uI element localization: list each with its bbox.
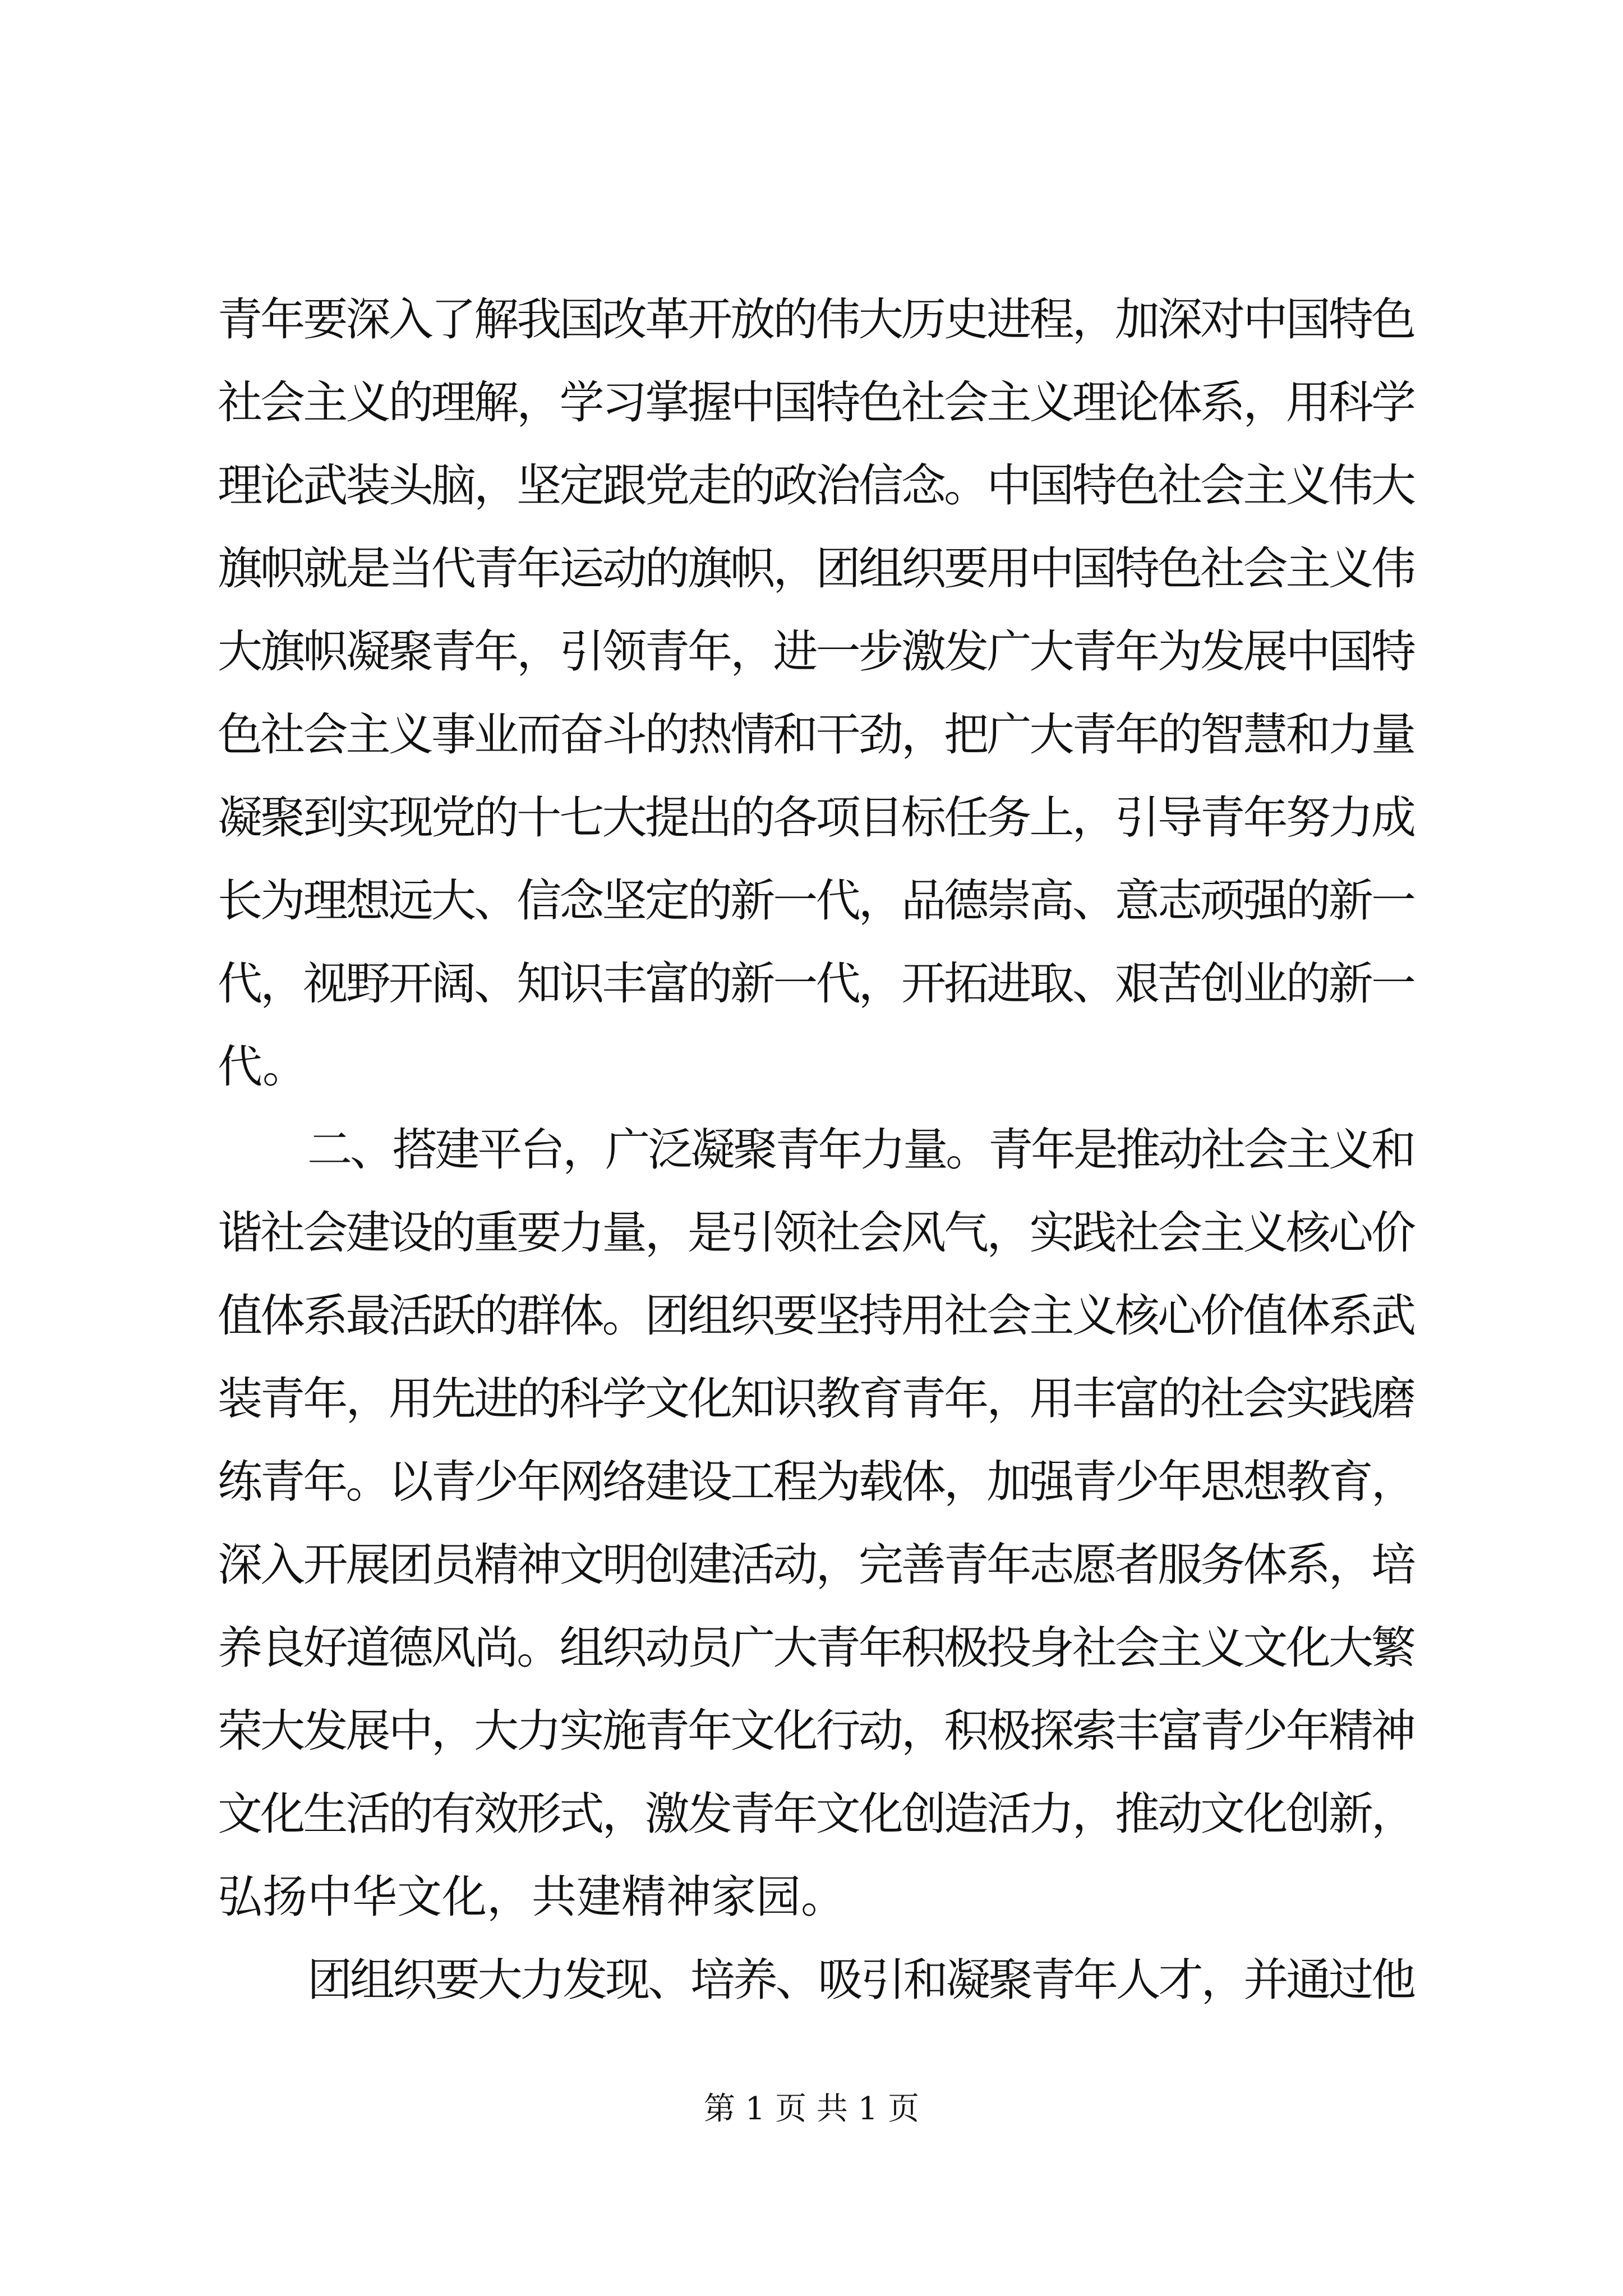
body-text: 色社会主义事业而奋斗的热情和干劲，把广大青年的智慧和力量 [218, 708, 1414, 761]
body-text: 值体系最活跃的群体。团组织要坚持用社会主义核心价值体系武 [218, 1290, 1414, 1342]
body-text: 谐社会建设的重要力量，是引领社会风气，实践社会主义核心价 [218, 1207, 1414, 1259]
body-text: 装青年，用先进的科学文化知识教育青年，用丰富的社会实践磨 [218, 1373, 1414, 1425]
body-text: 大旗帜凝聚青年，引领青年，进一步激发广大青年为发展中国特 [218, 625, 1414, 678]
body-text: 文化生活的有效形式，激发青年文化创造活力，推动文化创新， [218, 1788, 1414, 1840]
body-text: 深入开展团员精神文明创建活动，完善青年志愿者服务体系，培 [218, 1539, 1414, 1591]
body-text: 社会主义的理解，学习掌握中国特色社会主义理论体系，用科学 [218, 376, 1414, 429]
body-text: 代，视野开阔、知识丰富的新一代，开拓进取、艰苦创业的新一 [218, 958, 1414, 1010]
body-text: 二、搭建平台，广泛凝聚青年力量。青年是推动社会主义和 [307, 1124, 1414, 1176]
body-text: 旗帜就是当代青年运动的旗帜，团组织要用中国特色社会主义伟 [218, 542, 1414, 595]
body-text: 理论武装头脑，坚定跟党走的政治信念。中国特色社会主义伟大 [218, 459, 1414, 512]
page-footer: 第 1 页 共 1 页 [703, 2091, 920, 2127]
body-text: 代。 [218, 1041, 307, 1093]
body-text: 凝聚到实现党的十七大提出的各项目标任务上，引导青年努力成 [218, 792, 1414, 844]
body-text: 荣大发展中，大力实施青年文化行动，积极探索丰富青少年精神 [218, 1705, 1414, 1757]
body-text: 青年要深入了解我国改革开放的伟大历史进程，加深对中国特色 [218, 293, 1414, 346]
body-text: 团组织要大力发现、培养、吸引和凝聚青年人才，并通过他 [307, 1954, 1414, 2006]
body-text: 长为理想远大、信念坚定的新一代，品德崇高、意志顽强的新一 [218, 875, 1414, 927]
body-text: 养良好道德风尚。组织动员广大青年积极投身社会主义文化大繁 [218, 1622, 1414, 1674]
body-text: 弘扬中华文化，共建精神家园。 [218, 1871, 846, 1923]
body-text: 练青年。以青少年网络建设工程为载体，加强青少年思想教育， [218, 1456, 1414, 1508]
